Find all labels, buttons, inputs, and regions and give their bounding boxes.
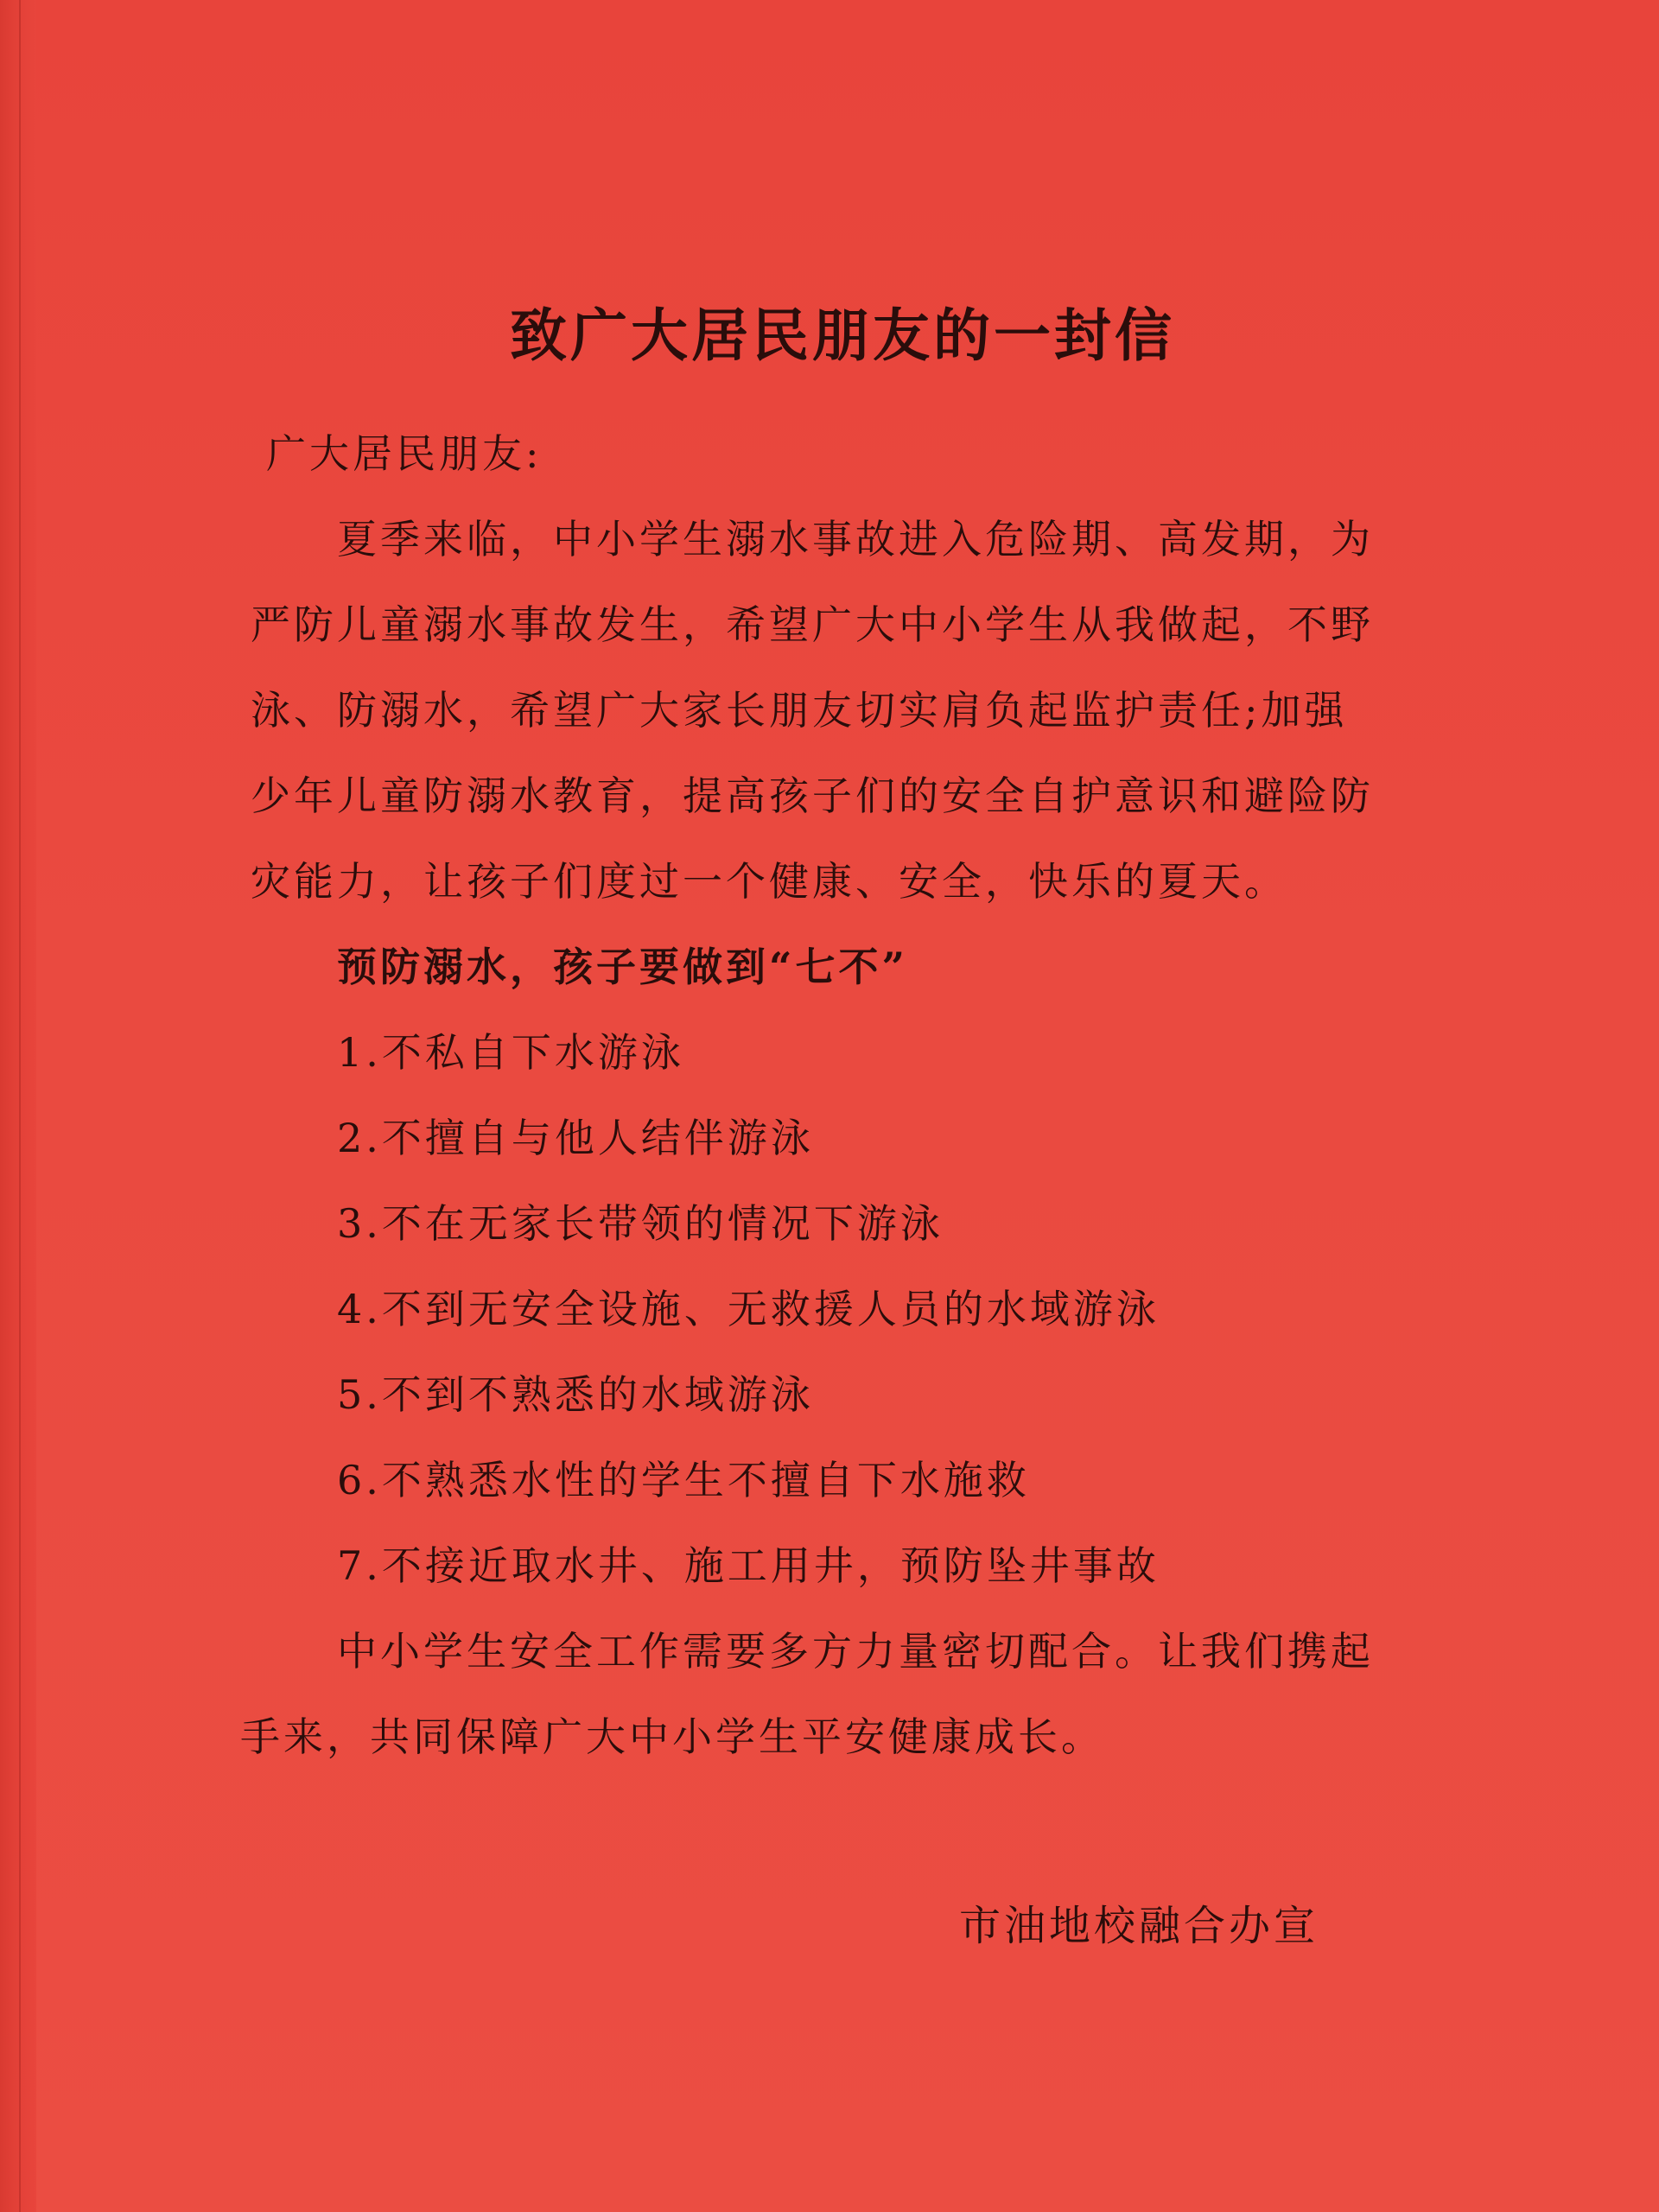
paragraph1-line: 夏季来临，中小学生溺水事故进入危险期、高发期，为 — [337, 516, 1374, 563]
rule-item: 4.不到无安全设施、无救援人员的水域游泳 — [337, 1286, 1160, 1332]
rule-item: 7.不接近取水井、施工用井，预防坠井事故 — [337, 1542, 1160, 1589]
paragraph1-line: 严防儿童溺水事故发生，希望广大中小学生从我做起，不野 — [251, 601, 1374, 648]
rule-item: 2.不擅自与他人结伴游泳 — [337, 1115, 814, 1161]
letter-body — [240, 294, 1408, 1780]
paragraph1-line: 灾能力，让孩子们度过一个健康、安全，快乐的夏天。 — [251, 858, 1287, 905]
rule-item: 6.不熟悉水性的学生不擅自下水施救 — [337, 1457, 1030, 1503]
paragraph1-line: 少年儿童防溺水教育，提高孩子们的安全自护意识和避险防 — [251, 772, 1374, 819]
stacked-paper-edge — [0, 0, 36, 2212]
salutation: 广大居民朋友: — [266, 430, 543, 477]
rule-item: 3.不在无家长带领的情况下游泳 — [337, 1200, 944, 1247]
rule-item: 5.不到不熟悉的水域游泳 — [337, 1371, 814, 1418]
paper-edge-line — [19, 0, 21, 2212]
closing-line: 手来，共同保障广大中小学生平安健康成长。 — [240, 1713, 1104, 1760]
paragraph1-line: 泳、防溺水，希望广大家长朋友切实肩负起监护责任;加强 — [251, 687, 1348, 734]
closing-line: 中小学生安全工作需要多方力量密切配合。让我们携起 — [337, 1628, 1374, 1675]
rules-heading: 预防溺水，孩子要做到“七不” — [337, 944, 908, 990]
letter-title: 致广大居民朋友的一封信 — [510, 302, 1175, 369]
signature: 市油地校融合办宣 — [959, 1902, 1319, 1950]
rule-item: 1.不私自下水游泳 — [337, 1029, 684, 1076]
